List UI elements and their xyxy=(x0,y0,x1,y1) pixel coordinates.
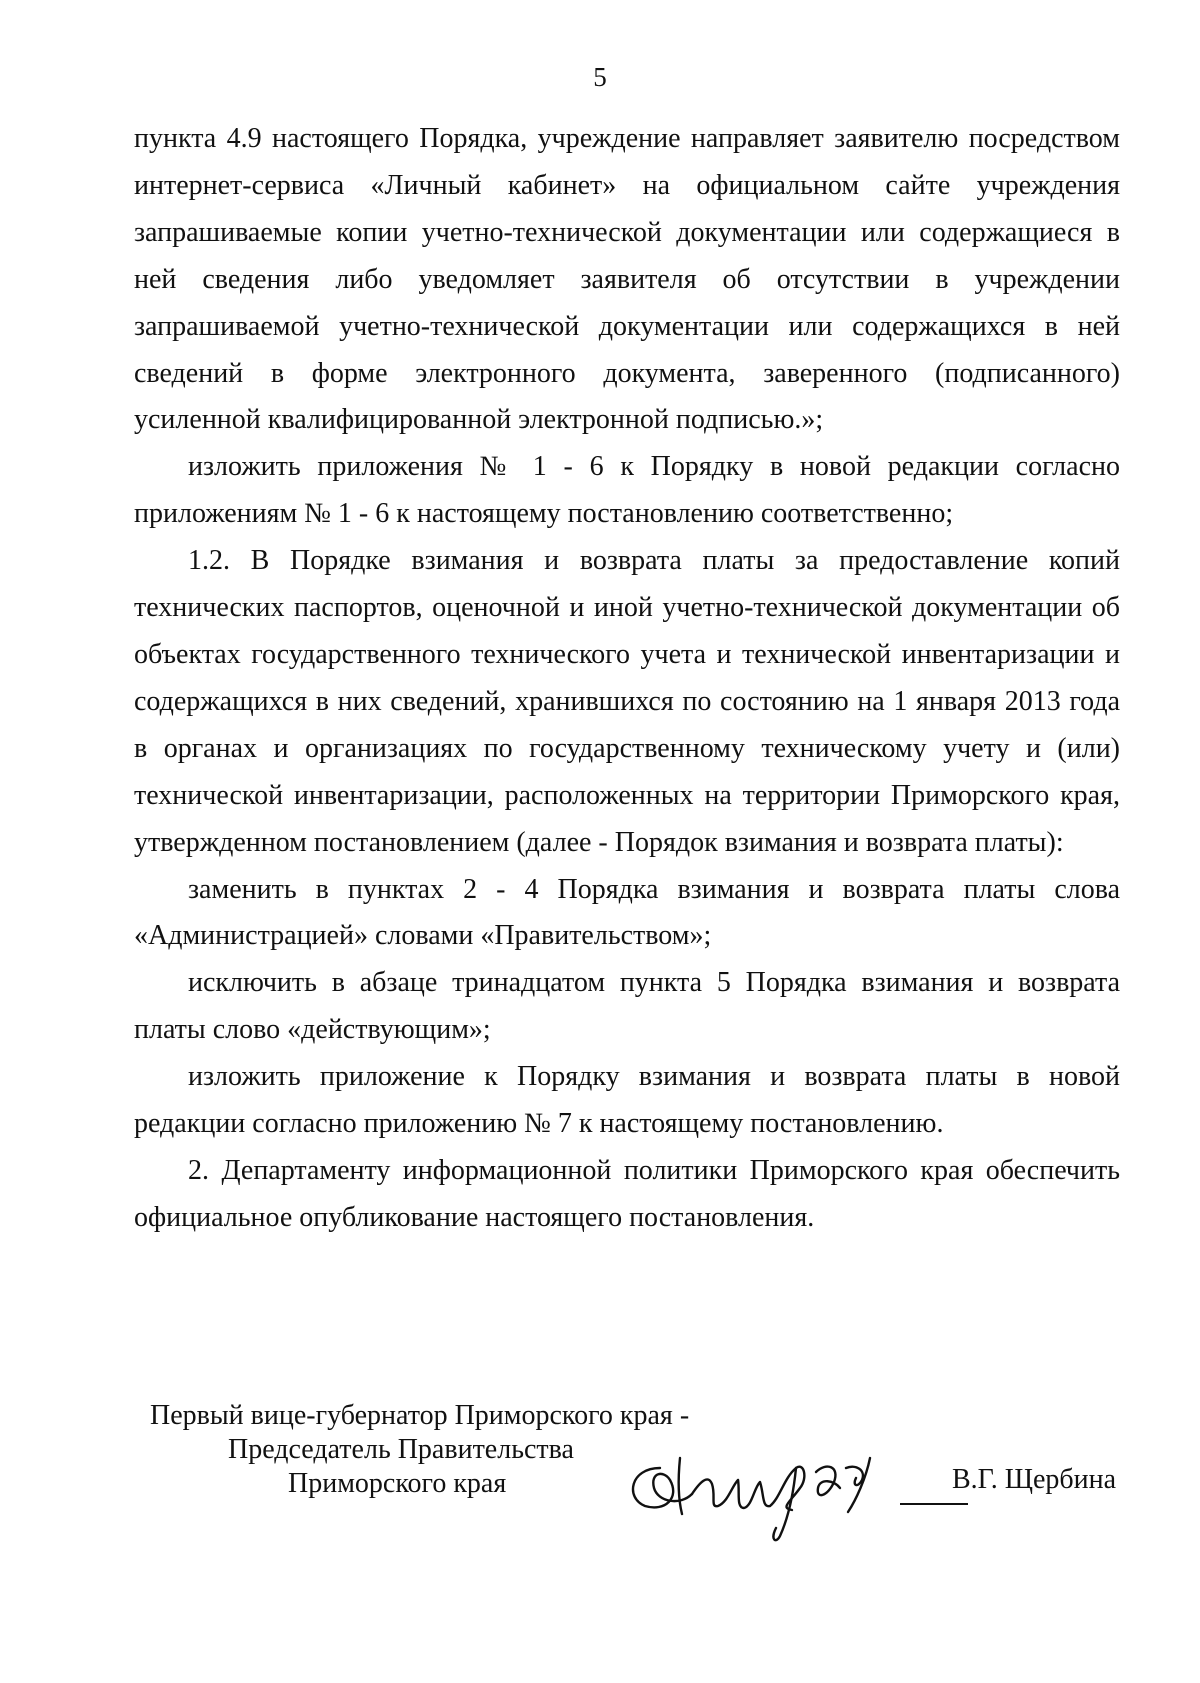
paragraph-new-appendix: изложить приложение к Порядку взимания и возврата платы в новой редакции согласно приложению № 7 к настоящему постановлению. xyxy=(134,1061,1120,1140)
handwritten-signature xyxy=(620,1428,920,1548)
paragraph-appendices: изложить приложения № 1 - 6 к Порядку в новой редакции согласно приложениям № 1 - 6 к настоящему постановлению соответственно; xyxy=(134,451,1120,530)
paragraph-continuation: пункта 4.9 настоящего Порядка, учреждение направляет заявителю посредством интернет-сервиса «Личный кабинет» на официальном сайте учреждения запрашиваемые копии учетно-технической документации или содержащиеся в ней сведения либо уведомляет заявителя об отсутствии в учреждении запрашиваемой учетно-технической документации или содержащихся в ней сведений в форме электронного документа, заверенного (подписанного) усиленной квалифицированной электронной подписью.»; xyxy=(134,123,1120,436)
paragraph-exclude-word: исключить в абзаце тринадцатом пункта 5 Порядка взимания и возврата платы слово «действующим»; xyxy=(134,967,1120,1046)
position-line-1: Первый вице-губернатор Приморского края - xyxy=(150,1400,690,1431)
position-line-2: Председатель Правительства xyxy=(228,1434,574,1465)
paragraph-item-2: 2. Департаменту информационной политики Приморского края обеспечить официальное опубликование настоящего постановления. xyxy=(134,1154,1120,1233)
position-line-3: Приморского края xyxy=(288,1468,507,1499)
signature-underline xyxy=(900,1503,968,1505)
page-number: 5 xyxy=(593,62,607,92)
paragraph-replace-words: заменить в пунктах 2 - 4 Порядка взимания и возврата платы слова «Администрацией» словами «Правительством»; xyxy=(134,873,1120,952)
paragraph-item-1-2: 1.2. В Порядке взимания и возврата платы за предоставление копий технических паспортов, оценочной и иной учетно-технической документации об объектах государственного технического учета и технической инвентаризации и содержащихся в них сведений, хранившихся по состоянию на 1 января 2013 года в органах и организациях по государственному техническому учету и (или) технической инвентаризации, расположенных на территории Приморского края, утвержденном постановлением (далее - Порядок взимания и возврата платы): xyxy=(134,545,1120,858)
document-body xyxy=(134,116,1120,1242)
signer-name: В.Г. Щербина xyxy=(952,1464,1117,1495)
